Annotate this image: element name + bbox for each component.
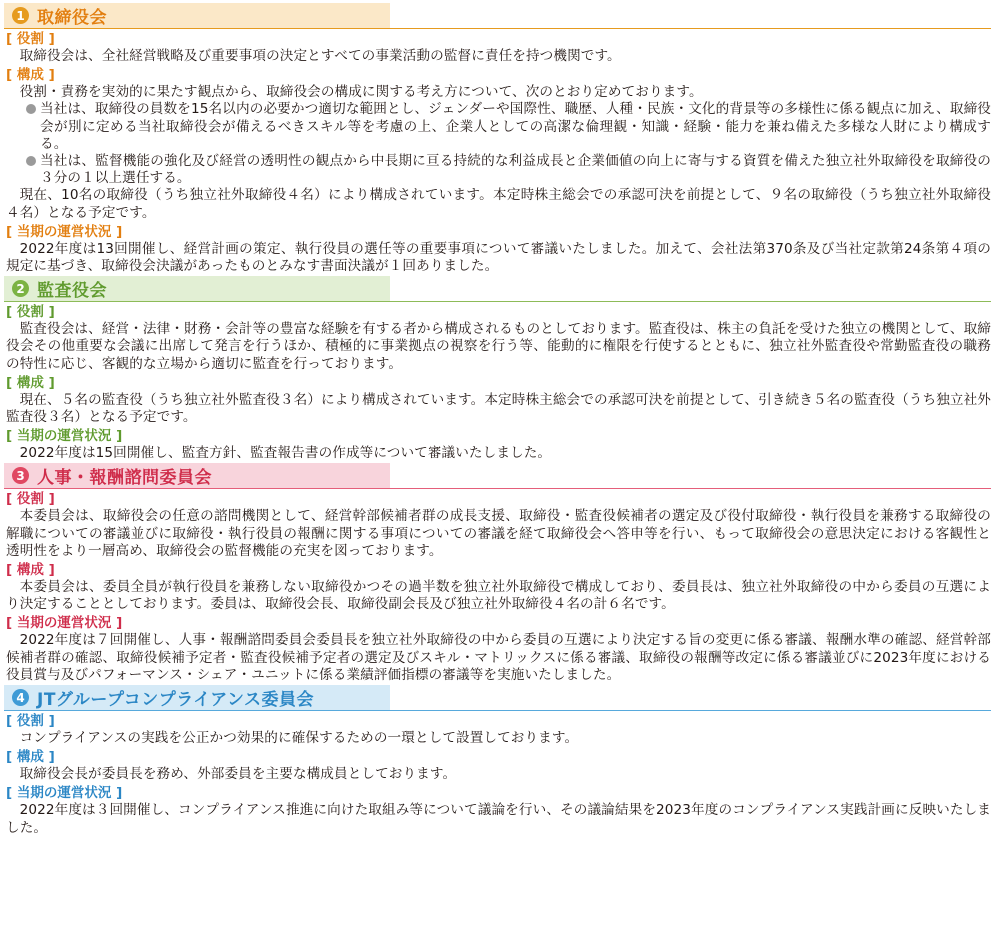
role-text: コンプライアンスの実践を公正かつ効果的に確保するための一環として設置しております。 [19, 730, 579, 747]
section-compliance-committee [4, 685, 991, 837]
role-label: [ 役割 ] [6, 491, 55, 508]
section-nomination-compensation-committee [4, 463, 991, 684]
section-header [4, 685, 991, 711]
composition-label: [ 構成 ] [6, 374, 55, 391]
section-number-badge: 2 [12, 280, 29, 297]
list-item [4, 153, 991, 187]
status-text: 2022年度は７回開催し、人事・報酬諮問委員会委員長を独立社外取締役の中から委員の互選により決定する旨の変更に係る審議、報酬水準の確認、経営幹部候補者群の確認、取締役候補予定者・監査役候補予定者の選定及びスキル・マトリックスに係る審議、取締役の報酬等改定に係る審議並びに2023年度における役員賞与及びパフォーマンス・シェア・ユニットに係る業績評価指標の審議等を実施いたしました。 [6, 632, 991, 683]
status-text: 2022年度は13回開催し、経営計画の策定、執行役員の選任等の重要事項について審議いたしました。加えて、会社法第370条及び当社定款第24条第４項の規定に基づき、取締役会決議があったものとみなす書面決議が１回ありました。 [6, 240, 991, 275]
section-number-badge: 4 [12, 689, 29, 706]
section-number-badge: 1 [12, 7, 29, 24]
role-label: [ 役割 ] [6, 31, 55, 47]
section-title: 人事・報酬諮問委員会 [37, 468, 212, 489]
status-label: [ 当期の運営状況 ] [6, 785, 123, 802]
section-audit-board [4, 276, 991, 462]
status-text: 2022年度は15回開催し、監査方針、監査報告書の作成等について審議いたしました。 [19, 445, 552, 462]
list-item [4, 101, 991, 153]
status-label: [ 当期の運営状況 ] [6, 428, 123, 445]
role-label: [ 役割 ] [6, 713, 55, 730]
section-title: 取締役会 [37, 8, 107, 28]
composition-label: [ 構成 ] [6, 562, 55, 579]
section-board-of-directors [4, 3, 991, 275]
role-text: 本委員会は、取締役会の任意の諮問機関として、経営幹部候補者群の成長支援、取締役・監査役候補者の選定及び役付取締役・執行役員を兼務する取締役の解職についての審議並びに取締役・執行役員の報酬に関する事項についての審議を経て取締役会へ答申等を行い、もって取締役会の意思決定における客観性と透明性をより一層高め、取締役会の監督機能の充実を図っております。 [6, 508, 991, 559]
section-header [4, 276, 991, 302]
status-label: [ 当期の運営状況 ] [6, 615, 123, 632]
bullet-dot-icon [26, 104, 36, 114]
composition-label: [ 構成 ] [6, 749, 55, 766]
bullet-text: 当社は、取締役の員数を15名以内の必要かつ適切な範囲とし、ジェンダーや国際性、職歴、人種・民族・文化的背景等の多様性に係る観点に加え、取締役会が別に定める当社取締役会が備えるべきスキル等を考慮の上、企業人としての高潔な倫理観・知識・経験・能力を兼ね備えた多様な人財により構成する。 [40, 101, 991, 152]
status-label: [ 当期の運営状況 ] [6, 223, 123, 240]
role-label: [ 役割 ] [6, 304, 55, 321]
section-title: 監査役会 [37, 281, 107, 302]
composition-text: 本委員会は、委員全員が執行役員を兼務しない取締役かつその過半数を独立社外取締役で構成しており、委員長は、独立社外取締役の中から委員の互選により決定することとしております。委員は、取締役会長、取締役副会長及び独立社外取締役４名の計６名です。 [6, 579, 991, 613]
composition-text: 取締役会長が委員長を務め、外部委員を主要な構成員としております。 [19, 766, 457, 783]
bullet-dot-icon [26, 156, 36, 166]
role-text: 監査役会は、経営・法律・財務・会計等の豊富な経験を有する者から構成されるものとしております。監査役は、株主の負託を受けた独立の機関として、取締役会その他重要な会議に出席して発言を行うほか、積極的に事業拠点の視察を行う等、能動的に権限を行使するとともに、独立社外監査役や常勤監査役の職務の特性に応じ、客観的な立場から適切に監査を行っております。 [6, 321, 991, 372]
section-header [4, 3, 991, 29]
status-text: 2022年度は３回開催し、コンプライアンス推進に向けた取組み等について議論を行い、その議論結果を2023年度のコンプライアンス実践計画に反映いたしました。 [6, 802, 991, 836]
composition-text: 現在、10名の取締役（うち独立社外取締役４名）により構成されています。本定時株主総会での承認可決を前提として、９名の取締役（うち独立社外取締役４名）となる予定です。 [6, 187, 991, 221]
section-title: JTグループコンプライアンス委員会 [37, 690, 315, 711]
composition-intro: 役割・責務を実効的に果たす観点から、取締役会の構成に関する考え方について、次のとおり定めております。 [19, 84, 703, 101]
composition-label: [ 構成 ] [6, 67, 55, 84]
section-header [4, 463, 991, 489]
role-text: 取締役会は、全社経営戦略及び重要事項の決定とすべての事業活動の監督に責任を持つ機関です。 [19, 48, 621, 64]
bullet-text: 当社は、監督機能の強化及び経営の透明性の観点から中長期に亘る持続的な利益成長と企業価値の向上に寄与する資質を備えた独立社外取締役を取締役の３分の１以上選任する。 [40, 153, 991, 187]
composition-text: 現在、５名の監査役（うち独立社外監査役３名）により構成されています。本定時株主総会での承認可決を前提として、引き続き５名の監査役（うち独立社外監査役３名）となる予定です。 [6, 391, 991, 426]
section-number-badge: 3 [12, 467, 29, 484]
